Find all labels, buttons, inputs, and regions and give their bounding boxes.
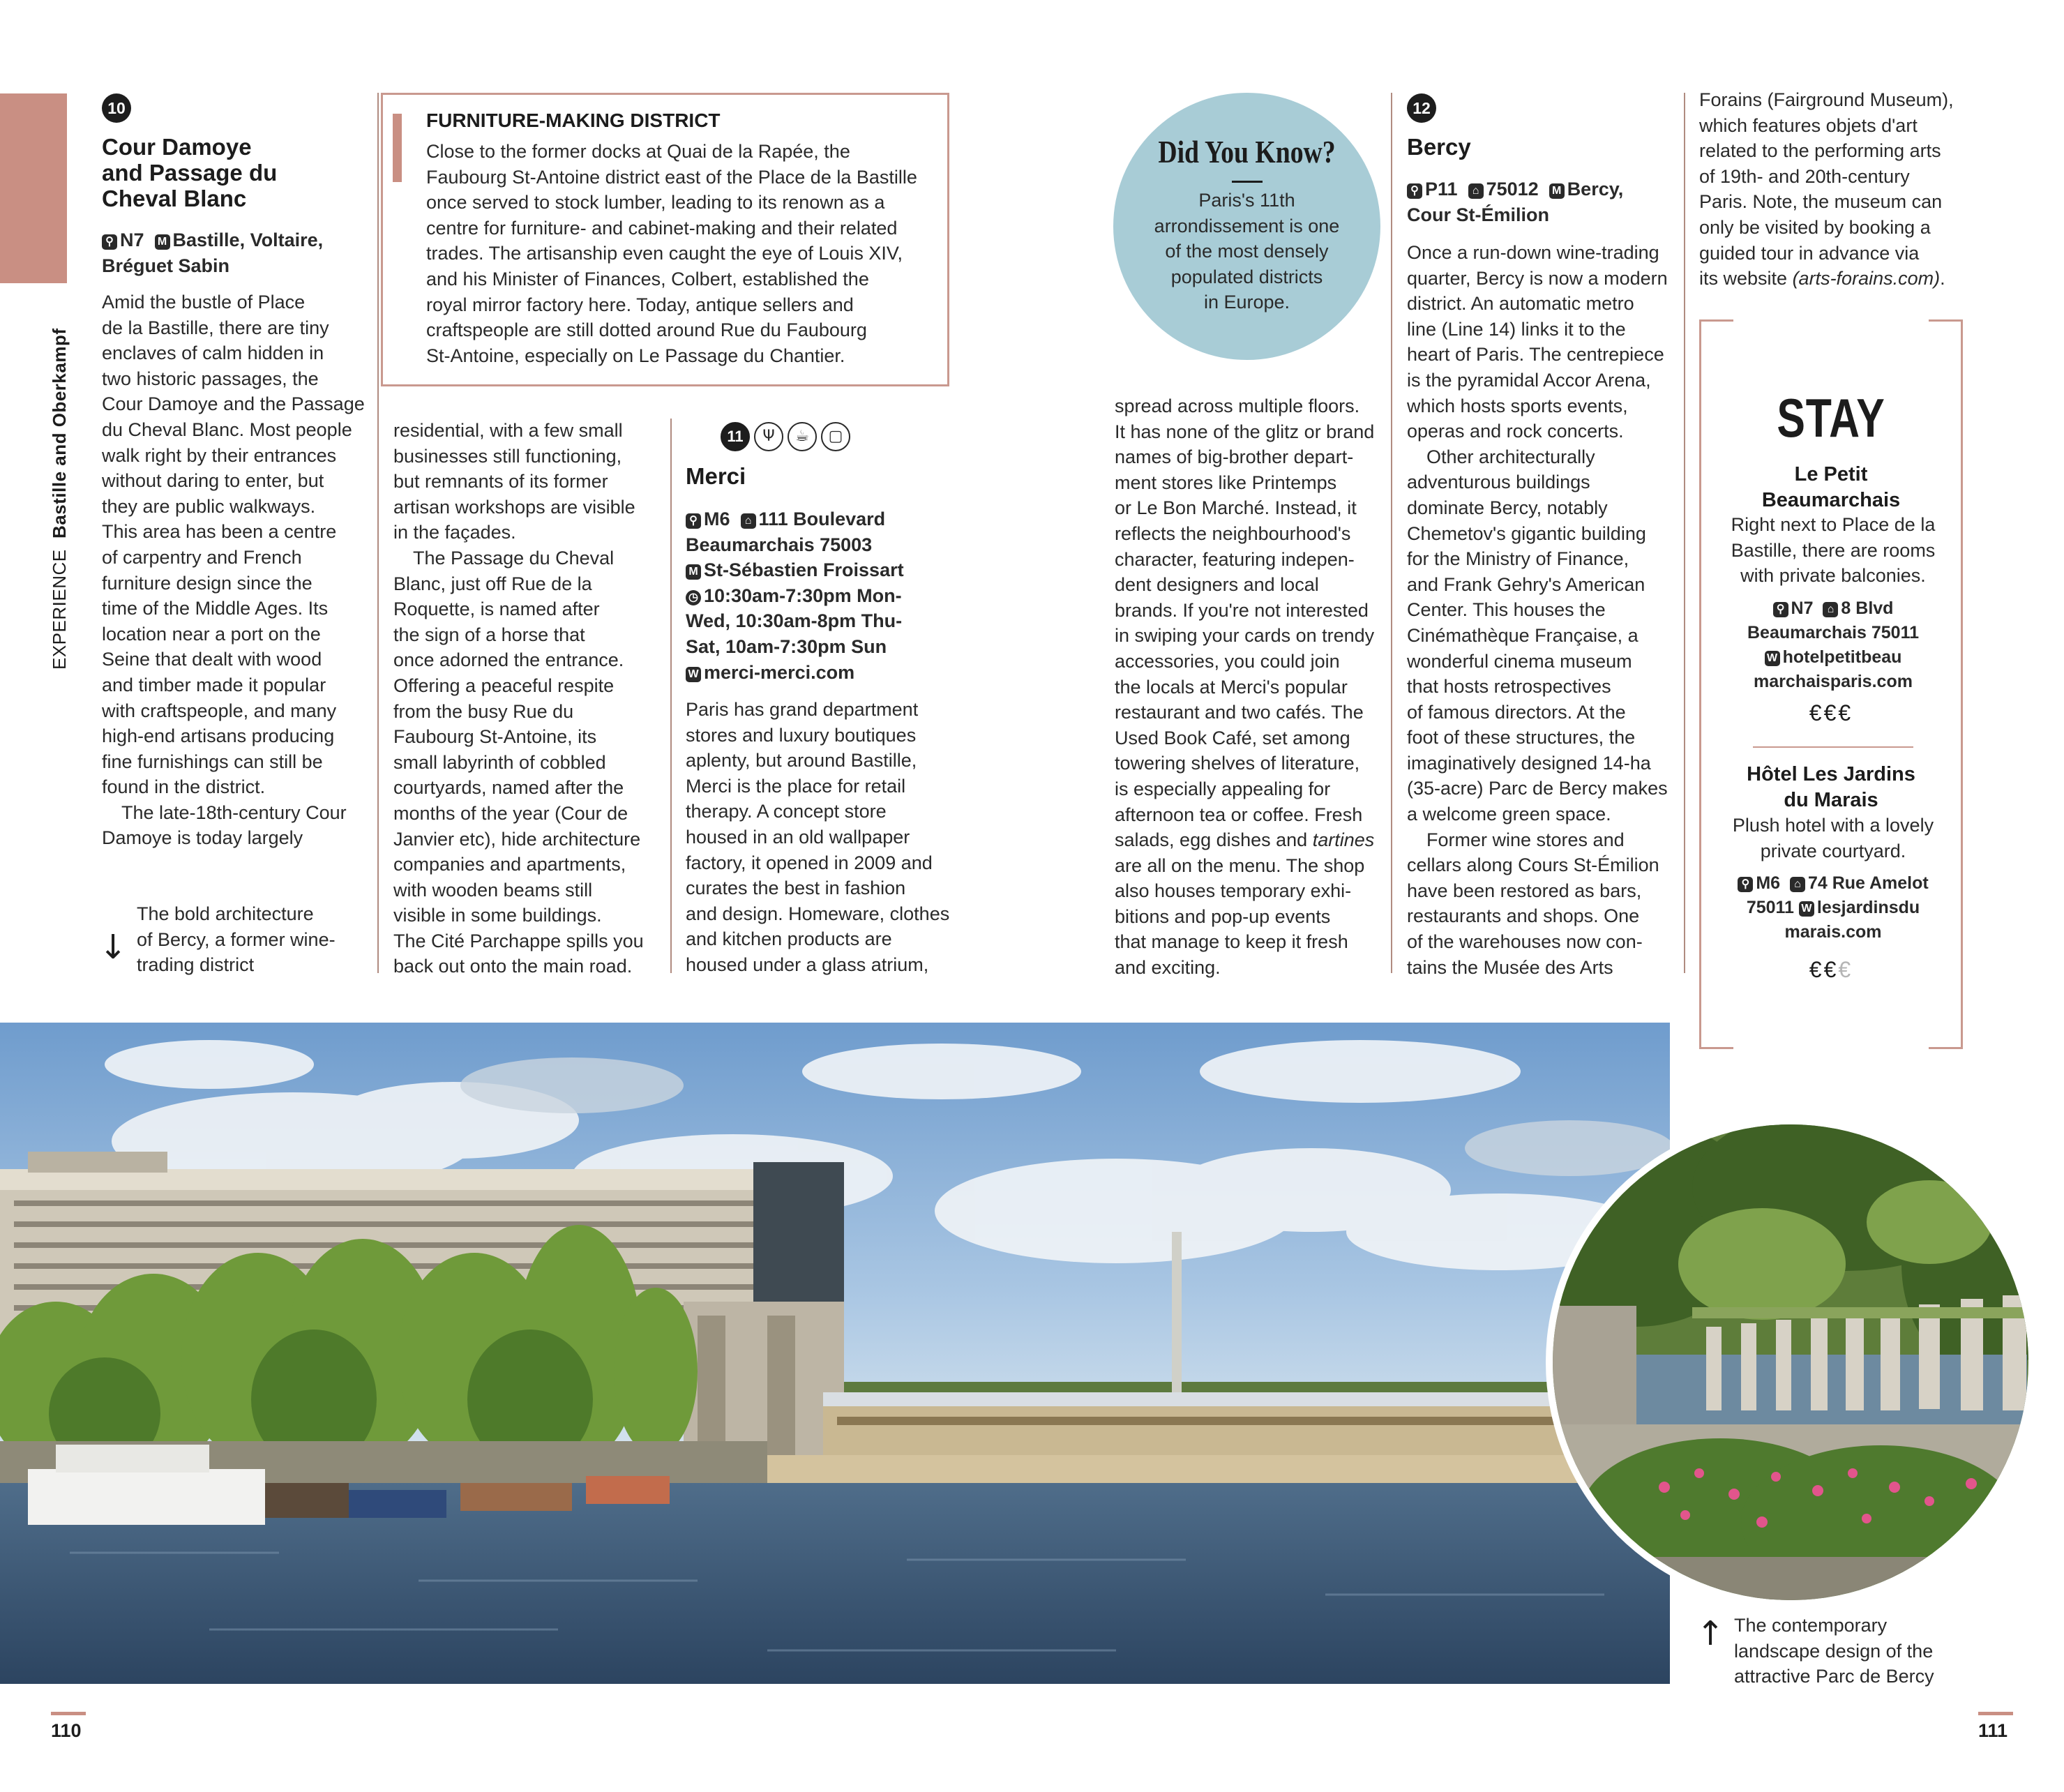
text-line: companies and apartments,	[393, 854, 626, 875]
text-line: St-Antoine, especially on Le Passage du Chantier.	[426, 345, 845, 366]
map-ref: N7	[1791, 598, 1814, 618]
text-line: craftspeople are still dotted around Rue du Faubourg	[426, 319, 867, 341]
text-line: guided tour in advance via	[1699, 242, 1920, 264]
text-line: The bold architecture	[137, 903, 314, 924]
title-line: Cheval Blanc	[102, 186, 247, 211]
text-line: operas and rock concerts.	[1407, 421, 1624, 442]
text-line: once adorned the entrance.	[393, 649, 624, 671]
text-line: tains the Musée des Arts	[1407, 956, 1613, 978]
text-line: two historic passages, the	[102, 368, 319, 389]
photo-caption-parc-de-bercy	[1734, 1613, 1985, 1689]
address-cont: Beaumarchais 75011	[1747, 623, 1919, 642]
entry-number-11: 11	[721, 422, 750, 451]
text-line: (35-acre) Parc de Bercy makes	[1407, 778, 1668, 799]
text-line: factory, it opened in 2009 and	[686, 852, 933, 873]
body-column-2	[393, 418, 658, 979]
web-icon: W	[1765, 651, 1780, 666]
page-number-right: 111	[1978, 1720, 2008, 1741]
text-line: they are public walkways.	[102, 495, 316, 517]
text-line: and his Minister of Finances, Colbert, established the	[426, 268, 869, 289]
museum-website[interactable]: (arts-forains.com)	[1792, 268, 1941, 289]
text-line: This area has been a centre	[102, 521, 337, 543]
entry-info-merci	[686, 506, 951, 685]
hotel-description	[1715, 512, 1951, 589]
column-rule	[1684, 93, 1685, 973]
metro-icon: M	[1549, 183, 1565, 199]
text-line: private courtyard.	[1760, 840, 1906, 861]
hotel-info	[1715, 871, 1951, 944]
text-line: courtyards, named after the	[393, 777, 624, 799]
address: 75012	[1486, 179, 1539, 199]
box-corner	[1701, 319, 1733, 322]
map-pin-icon: ⚲	[1738, 877, 1753, 892]
map-pin-icon: ⚲	[102, 234, 117, 250]
text-line: Used Book Café, set among	[1115, 727, 1350, 748]
text-line: also houses temporary exhi-	[1115, 880, 1352, 902]
text-fragment: salads, egg dishes and	[1115, 829, 1313, 851]
text-line: dent designers and local	[1115, 574, 1319, 596]
chapter-tab	[0, 93, 67, 283]
body-column-6	[1699, 87, 1992, 292]
text-line: and exciting.	[1115, 957, 1221, 979]
text-line: adventurous buildings	[1407, 472, 1590, 493]
title-line: and Passage du	[102, 160, 278, 186]
text-line: Other architecturally	[1426, 446, 1595, 467]
text-line: which hosts sports events,	[1407, 395, 1628, 416]
entry-title-merci: Merci	[686, 463, 746, 489]
text-line: for the Ministry of Finance,	[1407, 548, 1629, 570]
hotel-description	[1715, 813, 1951, 864]
address: 8 Blvd	[1841, 598, 1894, 618]
photo-bercy-riverside	[0, 1023, 1670, 1684]
text-line: visible in some buildings.	[393, 905, 602, 926]
text-line: Cinémathèque Française, a	[1407, 624, 1639, 646]
stay-title: STAY	[1777, 387, 1885, 449]
text-line: with private balconies.	[1740, 565, 1926, 587]
entry-info-bercy	[1407, 176, 1672, 227]
text-line: arrondissement is one	[1154, 215, 1340, 236]
opening-hours-cont: Sat, 10am-7:30pm Sun	[686, 635, 887, 657]
body-column-1	[102, 289, 367, 851]
text-line: imaginatively designed 14-ha	[1407, 752, 1651, 774]
did-you-know-title: Did You Know?	[1158, 134, 1336, 170]
text-line: in Europe.	[1203, 292, 1290, 313]
text-line: attractive Parc de Bercy	[1734, 1666, 1934, 1687]
text-line: Merci is the place for retail	[686, 775, 906, 797]
text-line: wonderful cinema museum	[1407, 650, 1632, 672]
entry-title-cour-damoye	[102, 134, 277, 211]
text-line: curates the best in fashion	[686, 878, 906, 899]
text-line: Paris's 11th	[1198, 190, 1295, 211]
price-rating	[1701, 957, 1961, 983]
text-line: high-end artisans producing	[102, 725, 335, 747]
section-label: EXPERIENCE	[49, 549, 70, 670]
address-icon: ⌂	[1468, 183, 1484, 199]
text-line: dominate Bercy, notably	[1407, 497, 1608, 518]
text-line: found in the district.	[102, 776, 266, 798]
text-line: Seine that dealt with wood	[102, 649, 322, 670]
text-line: therapy. A concept store	[686, 801, 887, 822]
text-line: Chemetov's gigantic building	[1407, 522, 1646, 544]
metro-stations-cont: Cour St-Émilion	[1407, 204, 1549, 225]
hotel-name-les-jardins-du-marais	[1701, 762, 1961, 813]
feature-title: FURNITURE-MAKING DISTRICT	[426, 110, 721, 131]
text-line: It has none of the glitz or brand	[1115, 421, 1375, 442]
bar-icon: Ψ	[754, 422, 783, 451]
opening-hours: 10:30am-7:30pm Mon-	[704, 585, 902, 606]
text-line: businesses still functioning,	[393, 445, 622, 467]
text-line: The Passage du Cheval	[413, 547, 615, 569]
text-line: with craftspeople, and many	[102, 700, 337, 721]
text-line: Right next to Place de la	[1731, 514, 1936, 535]
text-line: and kitchen products are	[686, 928, 892, 950]
text-line: location near a port on the	[102, 623, 321, 645]
text-line: towering shelves of literature,	[1115, 753, 1360, 774]
photo-caption-bercy	[137, 901, 360, 978]
text-line: are all on the menu. The shop	[1115, 854, 1365, 876]
price-rating: €€€	[1809, 700, 1853, 725]
metro-icon: M	[686, 564, 701, 580]
price-filled: €€	[1809, 957, 1839, 982]
text-line: in the façades.	[393, 522, 516, 543]
text-line: but remnants of its former	[393, 471, 608, 492]
text-line: populated districts	[1170, 266, 1323, 287]
text-line: is especially appealing for	[1115, 778, 1331, 799]
address-cont: Beaumarchais 75003	[686, 534, 873, 555]
opening-hours-cont: Wed, 10:30am-8pm Thu-	[686, 610, 903, 632]
address-icon: ⌂	[1790, 877, 1805, 892]
box-corner	[1929, 1047, 1961, 1049]
clock-icon: ◷	[686, 590, 701, 605]
column-rule	[1391, 93, 1392, 973]
hotel-name-line: Le Petit	[1794, 463, 1868, 485]
text-line: of the warehouses now con-	[1407, 931, 1643, 953]
text-line: Center. This houses the	[1407, 599, 1606, 621]
postcode: 75011	[1746, 898, 1794, 917]
hotel-name-line: du Marais	[1784, 789, 1878, 811]
website-link[interactable]: lesjardinsdu	[1816, 898, 1920, 917]
website-link[interactable]: hotelpetitbeau	[1782, 647, 1902, 667]
text-fragment: its website	[1699, 268, 1793, 289]
text-line: and timber made it popular	[102, 674, 326, 695]
text-line: line (Line 14) links it to the	[1407, 318, 1626, 340]
text-line: months of the year (Cour de	[393, 802, 628, 824]
text-line: restaurant and two cafés. The	[1115, 702, 1364, 723]
text-line: reflects the neighbourhood's	[1115, 522, 1351, 544]
hotel-info	[1715, 596, 1951, 694]
entry-number-10: 10	[102, 93, 131, 123]
text-line: is the pyramidal Accor Arena,	[1407, 369, 1651, 391]
text-line: Faubourg St-Antoine district east of the Place de la Bastille	[426, 166, 917, 188]
text-line: landscape design of the	[1734, 1640, 1934, 1662]
did-you-know-rule	[1232, 181, 1263, 183]
entry-info-cour-damoye	[102, 227, 353, 278]
text-line: centre for furniture- and cabinet-making and their related	[426, 217, 898, 239]
text-line: quarter, Bercy is now a modern	[1407, 267, 1668, 289]
entry-title-bercy: Bercy	[1407, 134, 1471, 160]
text-line: Paris. Note, the museum can	[1699, 191, 1943, 213]
text-line: Amid the bustle of Place	[102, 292, 306, 313]
parc-de-bercy-illustration	[1553, 1124, 2028, 1600]
price-empty: €	[1838, 957, 1853, 982]
area-label: Bastille and Oberkampf	[49, 328, 70, 539]
feature-text	[426, 139, 942, 368]
address-icon: ⌂	[741, 513, 756, 529]
text-line: of 19th- and 20th-century	[1699, 165, 1910, 187]
text-line: heart of Paris. The centrepiece	[1407, 344, 1664, 366]
text-line	[1115, 827, 1394, 853]
text-line: of famous directors. At the	[1407, 701, 1626, 723]
photo-parc-de-bercy	[1553, 1124, 2028, 1600]
text-line: that hosts retrospectives	[1407, 676, 1611, 698]
stay-box	[1699, 319, 1963, 1049]
text-line	[1699, 266, 1992, 292]
address: 74 Rue Amelot	[1807, 873, 1929, 893]
text-line: Once a run-down wine-trading	[1407, 242, 1659, 263]
text-line: accessories, you could join	[1115, 650, 1340, 672]
text-line: trades. The artisanship even caught the eye of Louis XIV,	[426, 243, 903, 264]
text-line: that manage to keep it fresh	[1115, 931, 1348, 953]
text-line: restaurants and shops. One	[1407, 905, 1640, 927]
text-line: aplenty, but around Bastille,	[686, 750, 917, 771]
text-line: and design. Homeware, clothes	[686, 903, 950, 924]
text-line: Plush hotel with a lovely	[1732, 815, 1934, 836]
text-line: time of the Middle Ages. Its	[102, 598, 329, 619]
feature-accent-bar	[393, 114, 402, 182]
text-line: Paris has grand department	[686, 699, 919, 720]
map-pin-icon: ⚲	[1773, 602, 1788, 617]
text-line: Close to the former docks at Quai de la Rapée, the	[426, 141, 850, 162]
text-fragment: .	[1940, 268, 1945, 289]
text-line: in swiping your cards on trendy	[1115, 625, 1375, 647]
map-ref: M6	[704, 509, 730, 529]
text-line: Cour Damoye and the Passage	[102, 393, 365, 415]
text-line: artisan workshops are visible	[393, 496, 635, 518]
page-number-left: 110	[51, 1720, 82, 1741]
text-line: Forains (Fairground Museum),	[1699, 89, 1954, 110]
text-line: names of big-brother depart-	[1115, 446, 1354, 468]
hotel-name-line: Hôtel Les Jardins	[1747, 763, 1915, 785]
website-link[interactable]: merci-merci.com	[704, 661, 855, 683]
text-line: fine furnishings can still be	[102, 751, 323, 772]
italic-term: tartines	[1312, 829, 1375, 851]
text-line: brands. If you're not interested	[1115, 599, 1369, 621]
text-line: related to the performing arts	[1699, 140, 1941, 162]
text-line: character, featuring indepen-	[1115, 548, 1355, 570]
text-line: housed in an old wallpaper	[686, 826, 910, 848]
text-line: royal mirror factory here. Today, antique sellers and	[426, 294, 854, 315]
text-line: the locals at Merci's popular	[1115, 676, 1348, 698]
text-line: Blanc, just off Rue de la	[393, 573, 592, 594]
text-line: Faubourg St-Antoine, its	[393, 726, 597, 748]
text-line: walk right by their entrances	[102, 444, 337, 466]
text-line: trading district	[137, 954, 255, 976]
map-pin-icon: ⚲	[1407, 183, 1422, 199]
text-line: or Le Bon Marché. Instead, it	[1115, 497, 1357, 519]
map-ref: P11	[1425, 179, 1458, 199]
text-line: foot of these structures, the	[1407, 727, 1636, 748]
text-line: from the busy Rue du	[393, 700, 574, 722]
text-line: bitions and pop-up events	[1115, 905, 1331, 927]
did-you-know-text	[1141, 188, 1353, 315]
text-line: with wooden beams still	[393, 879, 593, 901]
chapter-label	[49, 329, 70, 670]
map-pin-icon: ⚲	[686, 513, 701, 529]
text-line: Roquette, is named after	[393, 598, 600, 620]
address-icon: ⌂	[1823, 602, 1838, 617]
text-line: furniture design since the	[102, 572, 312, 594]
stay-divider	[1753, 746, 1913, 748]
column-rule	[670, 419, 672, 973]
text-line: enclaves of calm hidden in	[102, 342, 324, 364]
cafe-icon: ☕	[788, 422, 817, 451]
text-line: stores and luxury boutiques	[686, 724, 917, 746]
text-line: The late-18th-century Cour	[121, 801, 347, 823]
body-column-3	[686, 697, 965, 978]
text-line: residential, with a few small	[393, 420, 623, 441]
text-line: de la Bastille, there are tiny	[102, 317, 329, 338]
bercy-photo-illustration	[0, 1023, 1670, 1684]
web-icon: W	[1799, 901, 1814, 917]
map-ref: M6	[1756, 873, 1781, 893]
text-line: small labyrinth of cobbled	[393, 751, 606, 773]
text-line: housed under a glass atrium,	[686, 954, 929, 975]
text-line: Former wine stores and	[1426, 829, 1625, 850]
hotel-name-line: Beaumarchais	[1761, 489, 1901, 511]
page-marker	[1978, 1712, 2013, 1715]
text-line: afternoon tea or coffee. Fresh	[1115, 804, 1363, 825]
text-line: a welcome green space.	[1407, 804, 1611, 825]
text-line: spread across multiple floors.	[1115, 396, 1360, 416]
shopping-icon: ▢	[821, 422, 850, 451]
map-ref: N7	[120, 229, 144, 250]
metro-stations-cont: Bréguet Sabin	[102, 255, 230, 276]
text-line: The contemporary	[1734, 1615, 1888, 1636]
arrow-down-icon: ↓	[99, 928, 128, 967]
metro-station: St-Sébastien Froissart	[704, 559, 904, 581]
address: 111 Boulevard	[758, 509, 886, 529]
arrow-up-icon: ↑	[1696, 1614, 1725, 1653]
text-line: district. An automatic metro	[1407, 293, 1634, 315]
title-line: Cour Damoye	[102, 134, 252, 160]
body-column-5	[1407, 240, 1686, 980]
text-line: of the most densely	[1165, 241, 1329, 262]
text-line: The Cité Parchappe spills you	[393, 930, 644, 951]
text-line: have been restored as bars,	[1407, 880, 1642, 901]
text-line: back out onto the main road.	[393, 956, 633, 977]
box-corner	[1929, 319, 1961, 322]
page-marker	[51, 1712, 86, 1715]
text-line: of carpentry and French	[102, 546, 302, 568]
entry-number-12: 12	[1407, 93, 1436, 123]
text-line: the sign of a horse that	[393, 624, 585, 645]
text-line: du Cheval Blanc. Most people	[102, 419, 352, 440]
website-link-cont[interactable]: marais.com	[1784, 922, 1882, 942]
text-line: and Frank Gehry's American	[1407, 573, 1645, 595]
text-line: which features objets d'art	[1699, 114, 1918, 136]
body-column-4	[1115, 393, 1394, 981]
text-line: only be visited by booking a	[1699, 216, 1931, 238]
column-rule	[377, 93, 379, 973]
metro-stations: Bastille, Voltaire,	[172, 229, 324, 250]
metro-icon: M	[155, 234, 170, 250]
text-line: ment stores like Printemps	[1115, 472, 1337, 493]
text-line: Bastille, there are rooms	[1731, 539, 1936, 561]
website-link-cont[interactable]: marchaisparis.com	[1754, 672, 1913, 691]
text-line: Janvier etc), hide architecture	[393, 828, 641, 850]
text-line: Offering a peaceful respite	[393, 675, 615, 696]
text-line: once served to stock lumber, leading to its renown as a	[426, 192, 885, 213]
hotel-name-le-petit-beaumarchais	[1701, 462, 1961, 513]
box-corner	[1701, 1047, 1733, 1049]
merci-icons	[721, 422, 854, 451]
text-line: of Bercy, a former wine-	[137, 928, 336, 950]
metro-stations: Bercy,	[1567, 179, 1624, 199]
text-line: Damoye is today largely	[102, 827, 303, 849]
text-line: cellars along Cours St-Émilion	[1407, 854, 1659, 876]
did-you-know-circle	[1113, 93, 1380, 360]
web-icon: W	[686, 667, 701, 682]
text-line: without daring to enter, but	[102, 470, 324, 492]
